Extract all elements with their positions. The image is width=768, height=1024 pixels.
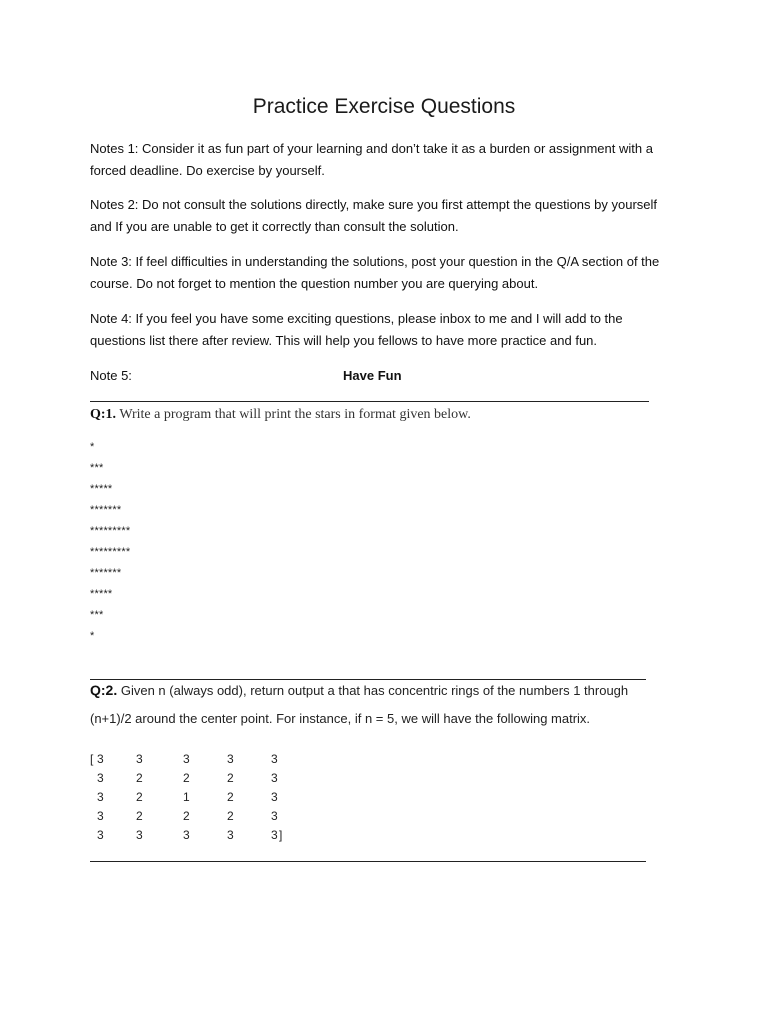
note-5-label: Note 5: bbox=[90, 368, 132, 383]
star-row: ******* bbox=[90, 504, 122, 516]
matrix-cell: 2 bbox=[227, 790, 234, 804]
note-4-label: Note 4: bbox=[90, 311, 132, 326]
matrix-cell: 2 bbox=[183, 771, 190, 785]
matrix-cell: 3 bbox=[97, 828, 104, 842]
matrix-cell: 3 bbox=[271, 809, 278, 823]
note-4-text: If you feel you have some exciting questions, please inbox to me and I will add to the questions list there after review. This will help you fellows to have more practice and fun. bbox=[90, 311, 623, 348]
question-2-line-1 bbox=[90, 679, 628, 702]
matrix-cell: 3 bbox=[97, 771, 104, 785]
star-row: *** bbox=[90, 462, 104, 474]
matrix-cell: 2 bbox=[183, 809, 190, 823]
matrix-cell: 2 bbox=[227, 809, 234, 823]
matrix-close-bracket: ] bbox=[279, 828, 283, 842]
question-1-label: Q:1. bbox=[90, 407, 117, 422]
matrix-cell: 3 bbox=[183, 752, 190, 766]
star-row: ******* bbox=[90, 567, 122, 579]
note-2 bbox=[90, 194, 670, 237]
question-2-line-2: (n+1)/2 around the center point. For instance, if n = 5, we will have the following matrix. bbox=[90, 711, 591, 726]
note-2-label: Notes 2: bbox=[90, 197, 139, 212]
note-1-label: Notes 1: bbox=[90, 141, 139, 156]
note-2-text: Do not consult the solutions directly, make sure you first attempt the questions by yourself and If you are unable to get it correctly than consult the solution. bbox=[90, 197, 658, 234]
note-4 bbox=[90, 308, 670, 351]
star-row: ***** bbox=[90, 483, 113, 495]
star-row: * bbox=[90, 630, 95, 642]
page-title: Practice Exercise Questions bbox=[252, 95, 516, 118]
star-row: *** bbox=[90, 609, 104, 621]
matrix-cell: 3 bbox=[97, 809, 104, 823]
matrix-cell: 1 bbox=[183, 790, 190, 804]
matrix-cell: 3 bbox=[271, 752, 278, 766]
star-row: ***** bbox=[90, 588, 113, 600]
matrix-cell: 3 bbox=[227, 828, 234, 842]
question-1-text: Write a program that will print the stars in format given below. bbox=[119, 407, 471, 422]
matrix-cell: 3 bbox=[271, 828, 278, 842]
note-1-text: Consider it as fun part of your learning and don’t take it as a burden or assignment with a forced deadline. Do exercise by yourself. bbox=[90, 141, 653, 178]
matrix-cell: 3 bbox=[136, 752, 143, 766]
note-1 bbox=[90, 138, 670, 181]
star-row: * bbox=[90, 441, 95, 453]
matrix-cell: 3 bbox=[97, 790, 104, 804]
divider-1 bbox=[90, 401, 649, 402]
note-5-value: Have Fun bbox=[343, 368, 402, 383]
matrix-cell: 2 bbox=[227, 771, 234, 785]
matrix-cell: 3 bbox=[136, 828, 143, 842]
matrix-cell: 3 bbox=[227, 752, 234, 766]
note-3-label: Note 3: bbox=[90, 254, 132, 269]
note-3-text: If feel difficulties in understanding the solutions, post your question in the Q/A section of the course. Do not forget to mention the question number you are querying about. bbox=[90, 254, 660, 291]
question-1 bbox=[90, 404, 471, 426]
note-3 bbox=[90, 251, 670, 294]
matrix-cell: 3 bbox=[183, 828, 190, 842]
divider-3 bbox=[90, 861, 646, 862]
question-2-label: Q:2. bbox=[90, 682, 118, 698]
matrix-cell: 3 bbox=[97, 752, 104, 766]
star-row: ********* bbox=[90, 525, 131, 537]
matrix-open-bracket: [ bbox=[90, 752, 94, 766]
question-2-text-1: Given n (always odd), return output a that has concentric rings of the numbers 1 through bbox=[120, 683, 629, 698]
matrix-cell: 3 bbox=[271, 771, 278, 785]
matrix-cell: 2 bbox=[136, 790, 143, 804]
matrix-cell: 3 bbox=[271, 790, 278, 804]
matrix-cell: 2 bbox=[136, 809, 143, 823]
matrix-cell: 2 bbox=[136, 771, 143, 785]
star-row: ********* bbox=[90, 546, 131, 558]
